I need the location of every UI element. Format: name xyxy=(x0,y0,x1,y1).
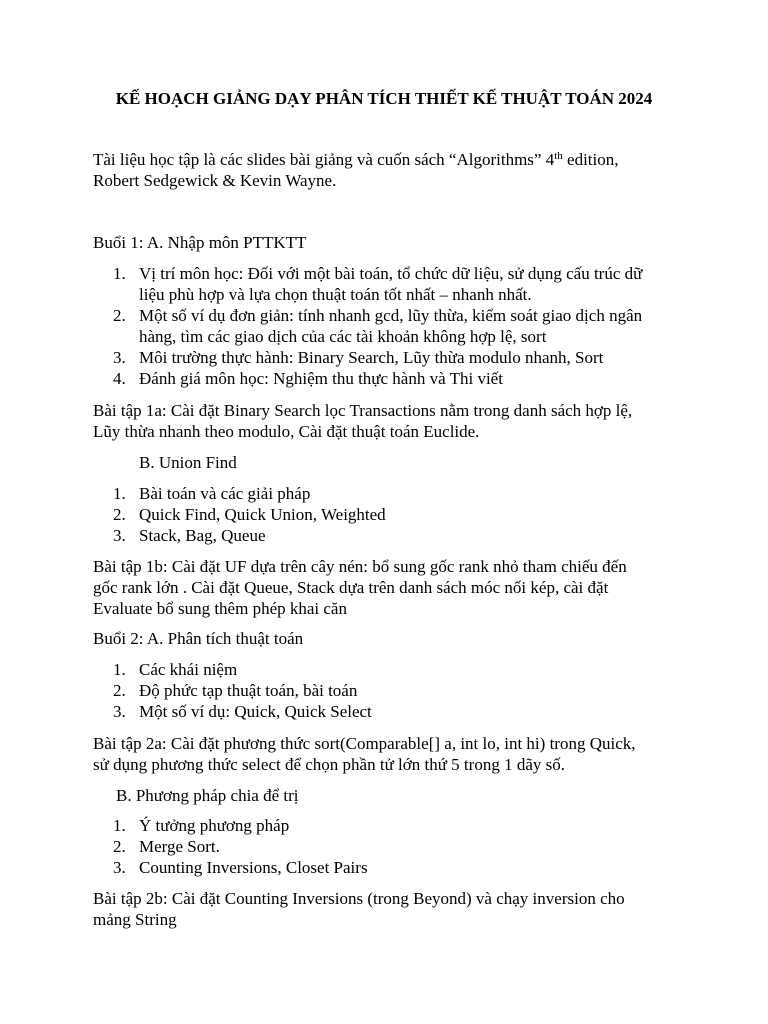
session1-list xyxy=(93,263,693,389)
exercise-1b xyxy=(93,556,693,619)
list-item-text: Ý tưởng phương pháp xyxy=(139,816,290,835)
exercise-text: Bài tập 1b: Cài đặt UF dựa trên cây nén: bổ sung gốc rank nhỏ tham chiếu đến xyxy=(93,557,627,576)
list-item-text: Stack, Bag, Queue xyxy=(139,526,266,545)
divide-conquer-list xyxy=(93,815,693,878)
list-number: 3. xyxy=(113,526,126,545)
exercise-text: Evaluate bổ sung thêm phép khai căn xyxy=(93,599,347,618)
exercise-2a xyxy=(93,733,693,775)
list-item-text: Merge Sort. xyxy=(139,837,220,856)
intro-text-before: Tài liệu học tập là các slides bài giảng và cuốn sách “Algorithms” 4 xyxy=(93,150,555,169)
list-number: 1. xyxy=(113,484,126,503)
exercise-text: Bài tập 1a: Cài đặt Binary Search lọc Transactions nằm trong danh sách hợp lệ, xyxy=(93,401,633,420)
document-title: KẾ HOẠCH GIẢNG DẠY PHÂN TÍCH THIẾT KẾ THUẬT TOÁN 2024 xyxy=(115,89,653,108)
exercise-text: Bài tập 2a: Cài đặt phương thức sort(Comparable[] a, int lo, int hi) trong Quick, xyxy=(93,734,636,753)
list-item-text: Counting Inversions, Closet Pairs xyxy=(139,858,368,877)
list-item xyxy=(93,659,693,680)
list-number: 3. xyxy=(113,348,126,367)
list-number: 2. xyxy=(113,837,126,856)
list-item-text: Đánh giá môn học: Nghiệm thu thực hành và Thi viết xyxy=(139,369,503,388)
list-number: 3. xyxy=(113,702,126,721)
exercise-text: mảng String xyxy=(93,910,177,929)
list-item xyxy=(93,504,693,525)
list-item xyxy=(93,680,693,701)
list-item xyxy=(93,483,693,504)
list-item-text: Độ phức tạp thuật toán, bài toán xyxy=(139,681,358,700)
list-item xyxy=(93,347,693,368)
intro-paragraph xyxy=(93,149,693,191)
exercise-2b xyxy=(93,888,693,930)
session2-heading: Buổi 2: A. Phân tích thuật toán xyxy=(93,629,304,648)
list-item-text: hàng, tìm các giao dịch của các tài khoản không hợp lệ, sort xyxy=(139,327,547,346)
session1-heading: Buổi 1: A. Nhập môn PTTKTT xyxy=(93,233,307,252)
list-number: 4. xyxy=(113,369,126,388)
exercise-text: Bài tập 2b: Cài đặt Counting Inversions (trong Beyond) và chạy inversion cho xyxy=(93,889,625,908)
list-item-text: Một số ví dụ đơn giản: tính nhanh gcd, lũy thừa, kiểm soát giao dịch ngân xyxy=(139,306,643,325)
intro-text-after: edition, xyxy=(562,150,619,169)
list-number: 2. xyxy=(113,681,126,700)
list-number: 1. xyxy=(113,660,126,679)
list-item xyxy=(93,836,693,857)
list-item-text: Một số ví dụ: Quick, Quick Select xyxy=(139,702,372,721)
exercise-text: gốc rank lớn . Cài đặt Queue, Stack dựa trên danh sách móc nối kép, cài đặt xyxy=(93,578,609,597)
list-item xyxy=(93,305,693,347)
section-union-find: B. Union Find xyxy=(139,453,237,472)
exercise-text: sử dụng phương thức select để chọn phần tử lớn thứ 5 trong 1 dãy số. xyxy=(93,755,565,774)
list-item-text: Vị trí môn học: Đối với một bài toán, tổ chức dữ liệu, sử dụng cấu trúc dữ xyxy=(139,264,643,283)
list-item xyxy=(93,701,693,722)
list-number: 2. xyxy=(113,505,126,524)
list-item-text: Các khái niệm xyxy=(139,660,238,679)
list-number: 1. xyxy=(113,264,126,283)
list-item xyxy=(93,857,693,878)
list-number: 2. xyxy=(113,306,126,325)
list-item xyxy=(93,815,693,836)
exercise-1a xyxy=(93,400,693,442)
list-number: 1. xyxy=(113,816,126,835)
intro-superscript: th xyxy=(554,150,563,162)
list-item xyxy=(93,368,693,389)
exercise-text: Lũy thừa nhanh theo modulo, Cài đặt thuật toán Euclide. xyxy=(93,422,480,441)
list-number: 3. xyxy=(113,858,126,877)
union-find-list xyxy=(93,483,693,546)
intro-line2: Robert Sedgewick & Kevin Wayne. xyxy=(93,171,337,190)
list-item-text: liệu phù hợp và lựa chọn thuật toán tốt nhất – nhanh nhất. xyxy=(139,285,532,304)
list-item-text: Quick Find, Quick Union, Weighted xyxy=(139,505,386,524)
section-divide-conquer: B. Phương pháp chia để trị xyxy=(116,786,299,805)
list-item xyxy=(93,525,693,546)
session2-list xyxy=(93,659,693,722)
list-item-text: Môi trường thực hành: Binary Search, Lũy thừa modulo nhanh, Sort xyxy=(139,348,604,367)
list-item xyxy=(93,263,693,305)
list-item-text: Bài toán và các giải pháp xyxy=(139,484,311,503)
